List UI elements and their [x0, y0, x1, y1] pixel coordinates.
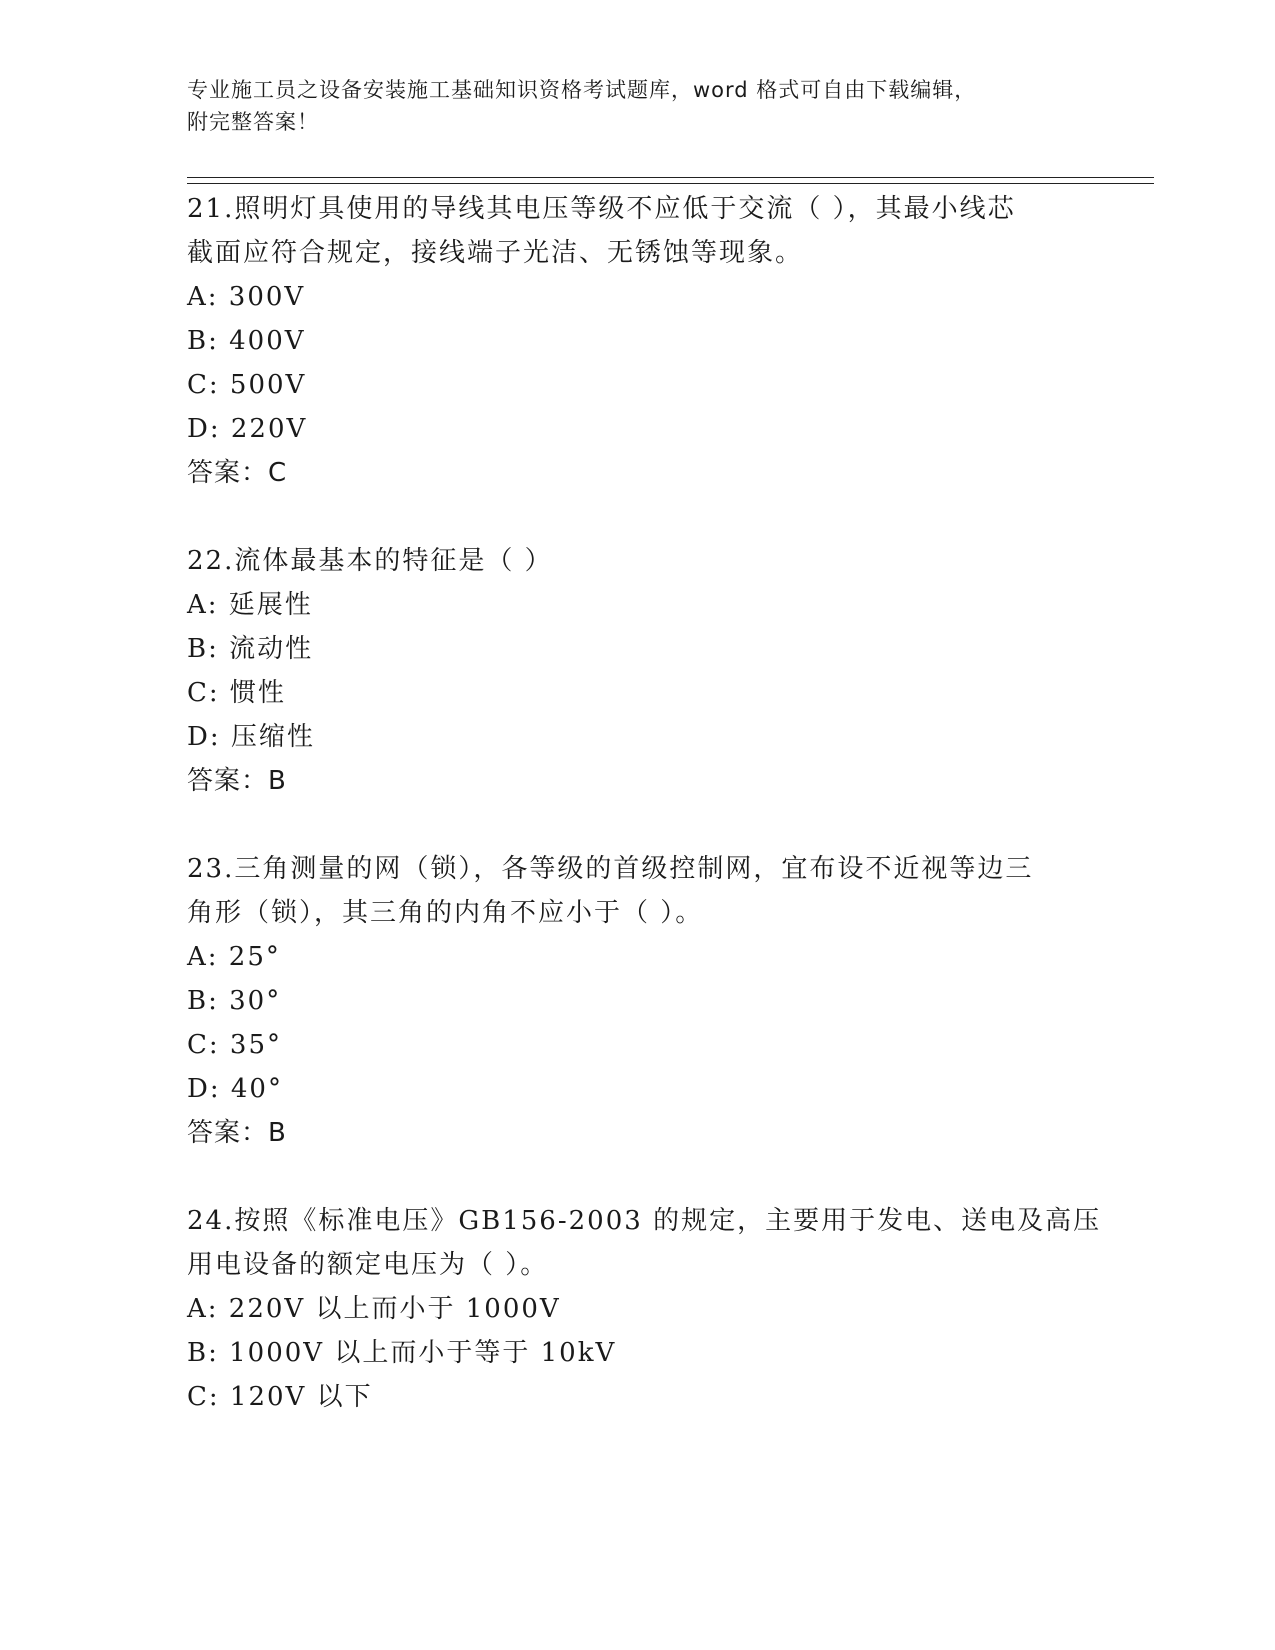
question-24-option-b: B: 1000V 以上而小于等于 10kV	[187, 1338, 617, 1368]
question-22-option-a: A: 延展性	[187, 590, 313, 620]
question-21-stem-line-1: 21.照明灯具使用的导线其电压等级不应低于交流（ ），其最小线芯	[187, 194, 1016, 224]
question-24-stem-line-2: 用电设备的额定电压为（ ）。	[187, 1250, 549, 1280]
question-22-option-b: B: 流动性	[187, 634, 314, 664]
header-divider-top	[187, 177, 1154, 178]
question-23-stem-line-1: 23.三角测量的网（锁），各等级的首级控制网，宜布设不近视等边三	[187, 854, 1034, 884]
question-23-option-c: C: 35°	[187, 1030, 283, 1060]
document-header	[187, 74, 1067, 138]
header-divider-bottom	[187, 183, 1154, 184]
question-23-answer: 答案：B	[187, 1118, 287, 1148]
question-23-stem-line-2: 角形（锁），其三角的内角不应小于（ ）。	[187, 898, 704, 928]
question-23-option-b: B: 30°	[187, 986, 282, 1016]
question-21-option-d: D: 220V	[187, 414, 308, 444]
question-22-answer: 答案：B	[187, 766, 287, 796]
question-22-option-d: D: 压缩性	[187, 722, 315, 752]
question-24-option-a: A: 220V 以上而小于 1000V	[187, 1294, 561, 1324]
question-22-stem-line-1: 22.流体最基本的特征是（ ）	[187, 546, 553, 576]
question-24-option-c: C: 120V 以下	[187, 1382, 373, 1412]
question-23-option-a: A: 25°	[187, 942, 281, 972]
question-24-stem-line-1: 24.按照《标准电压》GB156-2003 的规定，主要用于发电、送电及高压	[187, 1206, 1102, 1236]
question-21-option-b: B: 400V	[187, 326, 306, 356]
header-line-2: 附完整答案！	[187, 110, 319, 134]
question-22-option-c: C: 惯性	[187, 678, 286, 708]
question-21-option-a: A: 300V	[187, 282, 306, 312]
question-23-option-d: D: 40°	[187, 1074, 283, 1104]
header-line-1: 专业施工员之设备安装施工基础知识资格考试题库，word 格式可自由下载编辑，	[187, 78, 977, 102]
question-21-option-c: C: 500V	[187, 370, 307, 400]
question-21-answer: 答案：C	[187, 458, 288, 488]
question-21-stem-line-2: 截面应符合规定，接线端子光洁、无锈蚀等现象。	[187, 238, 804, 268]
